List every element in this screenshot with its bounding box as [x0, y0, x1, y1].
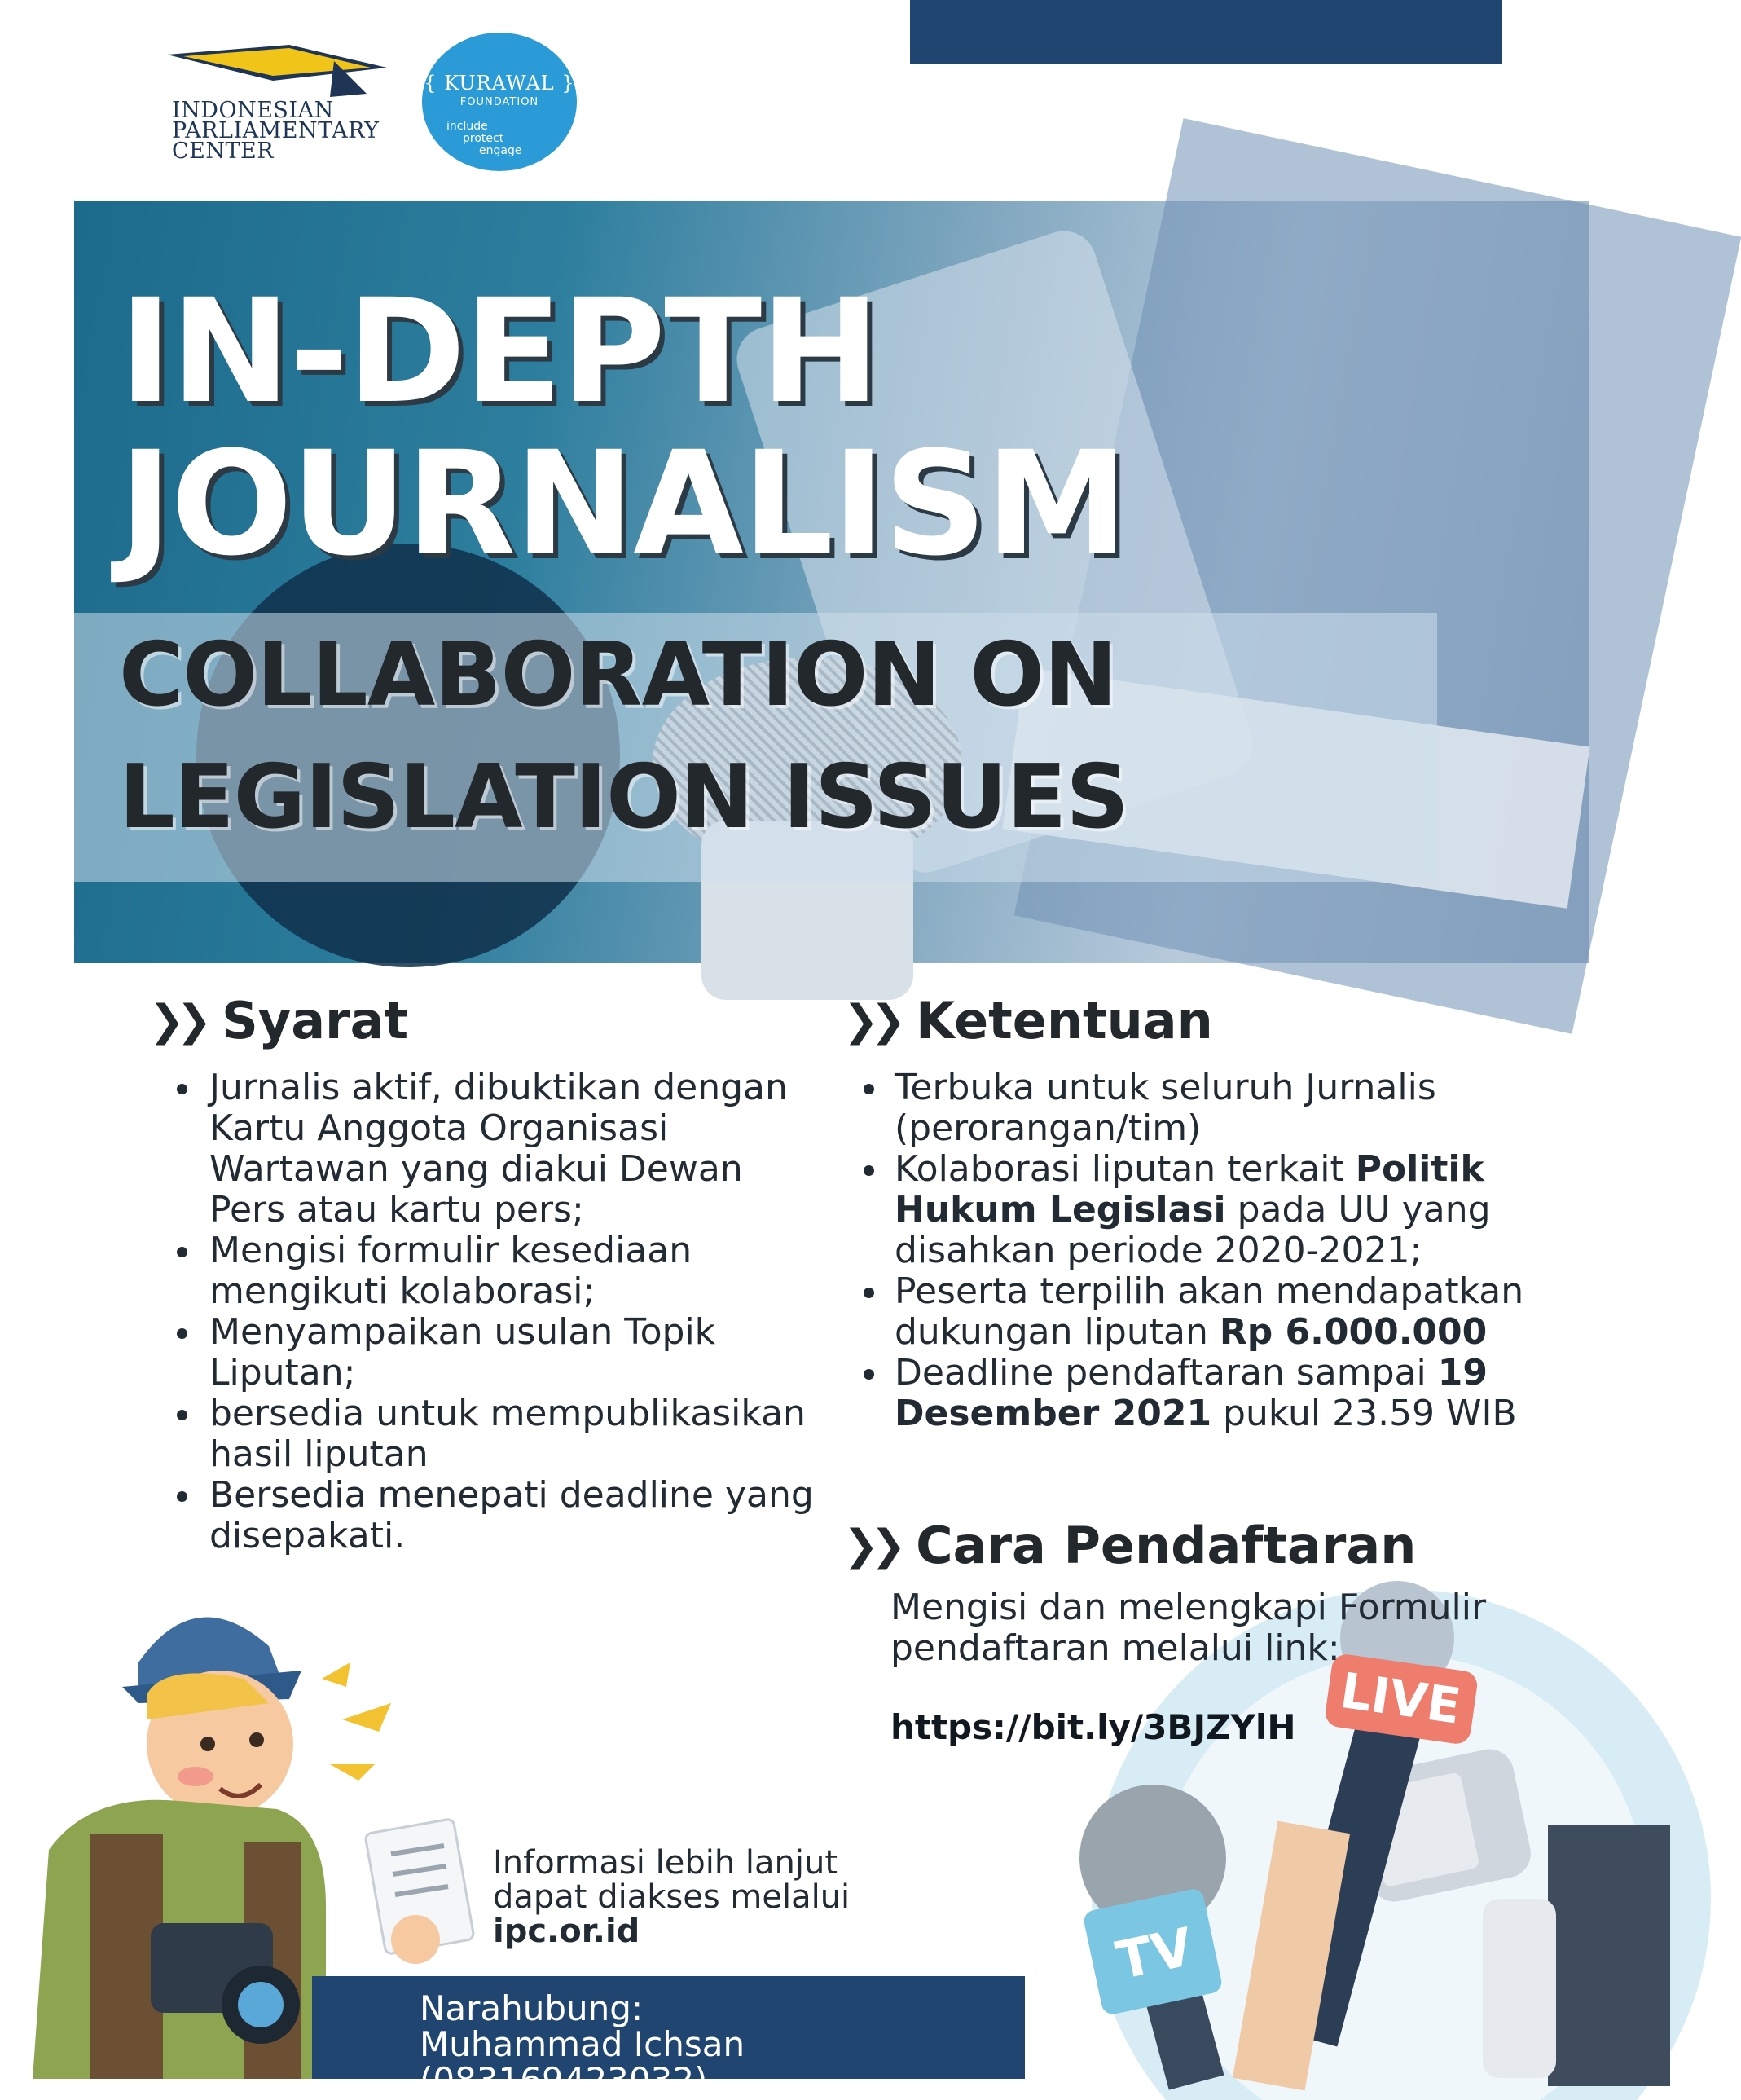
item-text: Terbuka untuk seluruh Jurnalis (perorangan/tim) [895, 1067, 1436, 1149]
contact-label: Narahubung: [420, 1988, 644, 2028]
list-item: Jurnalis aktif, dibuktikan dengan Kartu Anggota Organisasi Wartawan yang diakui Dewan Pers atau kartu pers; [170, 1068, 822, 1231]
kurawal-tagline-3: engage [479, 144, 522, 157]
website-link[interactable]: ipc.or.id [493, 1913, 640, 1950]
list-item [864, 1271, 1564, 1353]
double-chevron-icon: ❯❯ [843, 997, 899, 1046]
syarat-list [170, 1068, 822, 1556]
list-item: Mengisi formulir kesediaan mengikuti kolaborasi; [170, 1231, 822, 1312]
top-accent-bar [910, 0, 1502, 64]
ipc-logo-line-3: CENTER [172, 139, 275, 164]
hero-banner [74, 201, 1589, 963]
kurawal-tagline [446, 121, 521, 157]
double-chevron-icon: ❯❯ [843, 1521, 899, 1570]
list-item: Bersedia menepati deadline yang disepakati. [170, 1475, 822, 1556]
ipc-logo-line-1: INDONESIAN [172, 98, 334, 123]
kurawal-tagline-2: protect [463, 132, 504, 145]
item-text: Peserta terpilih akan mendapatkan dukungan liputan [895, 1270, 1524, 1353]
live-sign: LIVE [1336, 1662, 1465, 1736]
contact-bar [312, 1976, 1025, 2100]
ipc-logo [167, 45, 395, 167]
info-line-2: dapat diakses melalui [493, 1878, 851, 1916]
kurawal-name: { KURAWAL } [424, 72, 575, 95]
registration-link[interactable]: https://bit.ly/3BJZYlH [890, 1707, 1296, 1747]
cara-heading-text: Cara Pendaftaran [916, 1516, 1417, 1575]
hero-subtitle-line-2: LEGISLATION ISSUES [119, 746, 1129, 848]
item-emphasis: Politik Hukum Legislasi [895, 1148, 1484, 1231]
ketentuan-list [864, 1068, 1564, 1434]
info-block [493, 1846, 850, 1948]
item-text: Kolaborasi liputan terkait [895, 1148, 1356, 1190]
syarat-heading [149, 993, 408, 1053]
graduation-cap-icon [167, 45, 387, 102]
tv-sign: TV [1111, 1917, 1198, 1992]
contact-name: Muhammad Ichsan (083169423032) [420, 2024, 745, 2100]
item-text: pukul 23.59 WIB [1211, 1393, 1517, 1434]
item-text: pada UU yang disahkan periode 2020-2021; [895, 1189, 1491, 1271]
hero-subtitle-line-1: COLLABORATION ON [119, 624, 1117, 726]
kurawal-foundation-logo [422, 33, 577, 171]
hero-title-line-1: IN-DEPTH [119, 268, 879, 435]
syarat-heading-text: Syarat [222, 991, 409, 1050]
cara-instructions: Mengisi dan melengkapi Formulir pendaftaran melalui link: [890, 1587, 1487, 1669]
list-item [864, 1353, 1564, 1434]
kurawal-tagline-1: include [446, 120, 488, 133]
list-item: Menyampaikan usulan Topik Liputan; [170, 1312, 822, 1393]
ketentuan-heading [843, 993, 1213, 1053]
cara-pendaftaran-heading [843, 1517, 1416, 1578]
kurawal-sub: FOUNDATION [459, 96, 539, 108]
item-text: Deadline pendaftaran sampai [895, 1352, 1438, 1393]
item-emphasis: 19 Desember 2021 [895, 1352, 1488, 1434]
ipc-logo-line-2: PARLIAMENTARY [172, 118, 380, 143]
ketentuan-heading-text: Ketentuan [916, 991, 1213, 1050]
list-item [864, 1149, 1564, 1271]
double-chevron-icon: ❯❯ [149, 997, 204, 1046]
list-item: bersedia untuk mempublikasikan hasil liputan [170, 1393, 822, 1475]
item-emphasis: Rp 6.000.000 [1219, 1311, 1488, 1353]
info-line-1: Informasi lebih lanjut [493, 1844, 838, 1882]
hero-title-line-2: JOURNALISM [119, 420, 1127, 588]
list-item [864, 1068, 1564, 1149]
